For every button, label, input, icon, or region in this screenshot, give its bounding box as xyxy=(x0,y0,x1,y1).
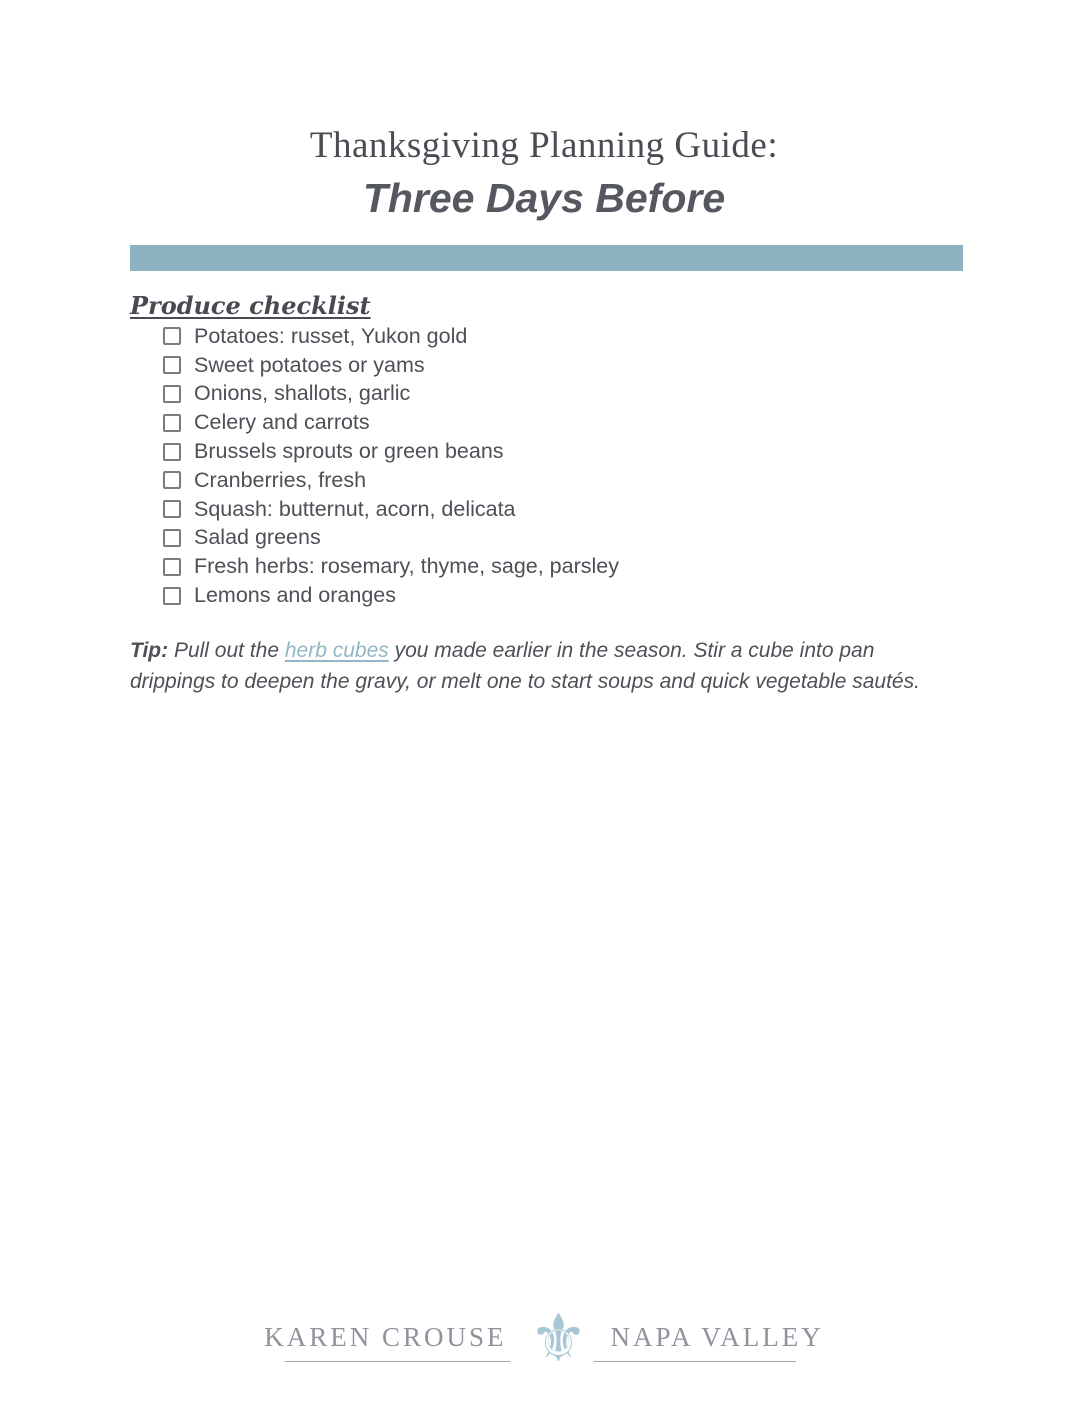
checkbox[interactable] xyxy=(163,500,181,518)
checklist-item-label: Salad greens xyxy=(194,525,321,550)
checkbox[interactable] xyxy=(163,356,181,374)
checklist-item-label: Cranberries, fresh xyxy=(194,467,367,492)
checklist-item xyxy=(163,351,619,380)
checkbox[interactable] xyxy=(163,471,181,489)
checklist-item xyxy=(163,524,619,553)
footer xyxy=(0,1296,1088,1386)
tip-paragraph xyxy=(130,636,942,697)
produce-checklist xyxy=(163,322,619,610)
checkbox[interactable] xyxy=(163,587,181,605)
checklist-item xyxy=(163,408,619,437)
checklist-item xyxy=(163,322,619,351)
tip-text-before-link: Pull out the xyxy=(168,639,285,662)
checklist-heading: Produce checklist xyxy=(130,291,371,320)
page-subtitle: Three Days Before xyxy=(362,175,726,221)
page-title: Thanksgiving Planning Guide: xyxy=(309,125,779,166)
checklist-item-label: Fresh herbs: rosemary, thyme, sage, parsley xyxy=(194,554,619,579)
footer-brand xyxy=(0,1296,1088,1378)
checklist-item-label: Squash: butternut, acorn, delicata xyxy=(194,496,516,521)
checklist-item xyxy=(163,495,619,524)
checkbox[interactable] xyxy=(163,443,181,461)
footer-brand-location: NAPA VALLEY xyxy=(610,1321,824,1352)
checklist-item xyxy=(163,437,619,466)
checklist-item xyxy=(163,581,619,610)
checklist-item-label: Celery and carrots xyxy=(194,410,370,435)
checklist-item xyxy=(163,466,619,495)
tip-text-after-link: you made earlier in the season. Stir a cube into pan drippings to deepen the gravy, or melt one to start soups and quick vegetable sautés. xyxy=(130,639,920,693)
tip-label: Tip: xyxy=(130,639,169,662)
checklist-item-label: Onions, shallots, garlic xyxy=(194,381,411,406)
checklist-item xyxy=(163,552,619,581)
checkbox[interactable] xyxy=(163,558,181,576)
checkbox[interactable] xyxy=(163,529,181,547)
checklist-item-label: Sweet potatoes or yams xyxy=(194,352,425,377)
checkbox[interactable] xyxy=(163,385,181,403)
checklist-item-label: Brussels sprouts or green beans xyxy=(194,439,504,464)
fleur-de-lis-icon: ⚜ xyxy=(522,1300,594,1378)
checklist-item-label: Potatoes: russet, Yukon gold xyxy=(194,323,468,348)
checkbox[interactable] xyxy=(163,414,181,432)
checklist-item xyxy=(163,380,619,409)
accent-bar xyxy=(130,245,963,271)
footer-brand-name: KAREN CROUSE xyxy=(264,1321,507,1352)
checkbox[interactable] xyxy=(163,327,181,345)
herb-cubes-link[interactable]: herb cubes xyxy=(284,639,389,662)
checklist-item-label: Lemons and oranges xyxy=(194,583,397,608)
